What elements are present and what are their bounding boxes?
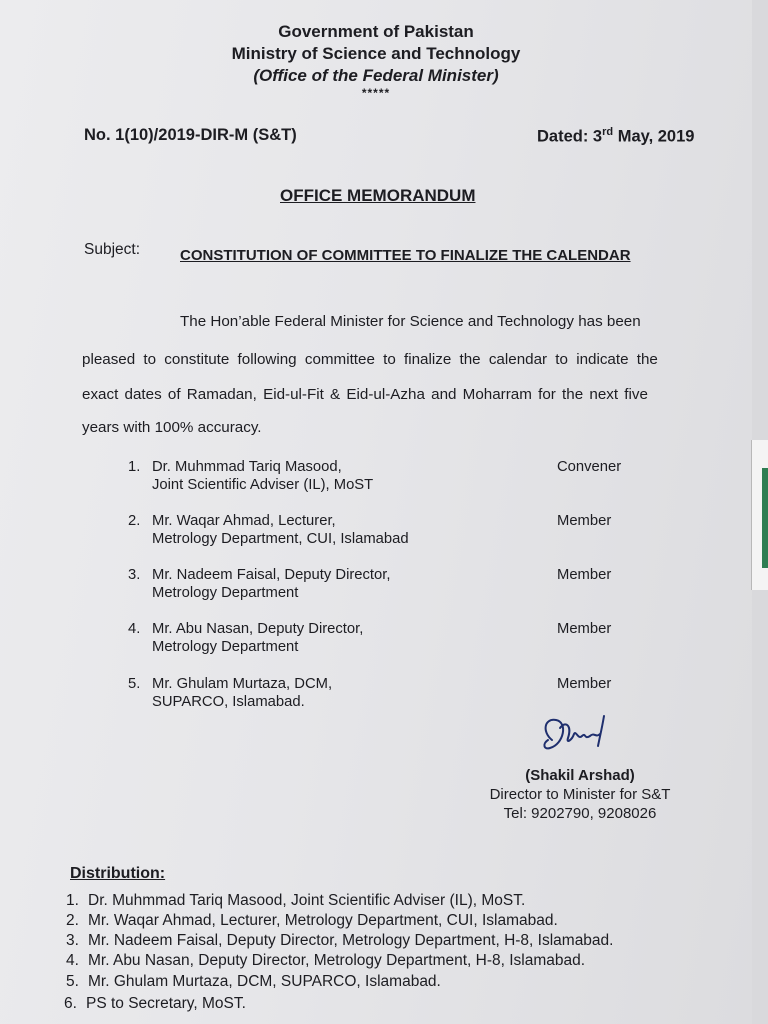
- date-prefix: Dated: 3: [537, 127, 603, 146]
- member-line1: Mr. Waqar Ahmad, Lecturer,: [152, 513, 336, 529]
- signatory-title: Director to Minister for S&T: [489, 786, 671, 803]
- member-name: [128, 512, 409, 530]
- distribution-text: Mr. Waqar Ahmad, Lecturer, Metrology Department, CUI, Islamabad.: [88, 912, 558, 929]
- distribution-text: Mr. Ghulam Murtaza, DCM, SUPARCO, Islamabad.: [88, 973, 441, 990]
- memo-title: OFFICE MEMORANDUM: [280, 186, 476, 205]
- memo-date: [537, 126, 694, 147]
- signatory-name: (Shakil Arshad): [525, 767, 635, 784]
- member-number: 4.: [128, 621, 141, 637]
- distribution-text: PS to Secretary, MoST.: [86, 995, 246, 1012]
- member-line2: Metrology Department: [152, 639, 299, 655]
- distribution-item: [66, 912, 558, 930]
- signature-icon: [538, 710, 618, 768]
- member-number: 1.: [128, 459, 141, 475]
- distribution-number: 2.: [66, 912, 79, 929]
- green-margin-mark: [762, 468, 768, 568]
- subject-label: Subject:: [84, 241, 141, 258]
- member-line1: Dr. Muhmmad Tariq Masood,: [152, 459, 342, 475]
- distribution-item: [66, 932, 613, 950]
- member-name: [128, 458, 373, 476]
- date-superscript: rd: [602, 126, 614, 138]
- distribution-text: Dr. Muhmmad Tariq Masood, Joint Scientific Adviser (IL), MoST.: [88, 892, 526, 909]
- header-office: (Office of the Federal Minister): [253, 66, 499, 85]
- member-number: 5.: [128, 676, 141, 692]
- reference-number: No. 1(10)/2019-DIR-M (S&T): [84, 126, 297, 144]
- committee-member: [128, 675, 332, 711]
- member-role: Convener: [557, 459, 622, 475]
- member-role: Member: [557, 567, 612, 583]
- member-role: Member: [557, 513, 612, 529]
- distribution-item: [66, 973, 441, 991]
- member-line1: Mr. Abu Nasan, Deputy Director,: [152, 621, 364, 637]
- committee-member: [128, 458, 373, 494]
- member-name: [128, 675, 332, 693]
- member-line1: Mr. Ghulam Murtaza, DCM,: [152, 676, 333, 692]
- member-role: Member: [557, 676, 612, 692]
- header-ministry: Ministry of Science and Technology: [231, 44, 521, 63]
- member-role: Member: [557, 621, 612, 637]
- member-line2: Metrology Department: [152, 585, 299, 601]
- header-stars: *****: [361, 86, 391, 100]
- distribution-number: 3.: [66, 932, 79, 949]
- distribution-item: [64, 995, 246, 1013]
- member-number: 3.: [128, 567, 141, 583]
- distribution-number: 1.: [66, 892, 79, 909]
- member-name: [128, 620, 363, 638]
- date-suffix: May, 2019: [613, 127, 695, 146]
- body-line: years with 100% accuracy.: [82, 419, 262, 436]
- member-line2: SUPARCO, Islamabad.: [152, 694, 305, 710]
- signatory-phone: Tel: 9202790, 9208026: [503, 805, 657, 822]
- body-line: exact dates of Ramadan, Eid-ul-Fit & Eid-ul-Azha and Moharram for the next five: [82, 386, 648, 403]
- distribution-heading: Distribution:: [70, 865, 166, 882]
- distribution-number: 4.: [66, 952, 79, 969]
- member-line1: Mr. Nadeem Faisal, Deputy Director,: [152, 567, 391, 583]
- body-line: The Hon’able Federal Minister for Science and Technology has been: [180, 313, 641, 330]
- member-name: [128, 566, 390, 584]
- committee-member: [128, 566, 390, 602]
- header-government: Government of Pakistan: [278, 22, 474, 41]
- distribution-item: [66, 952, 585, 970]
- member-line2: Metrology Department, CUI, Islamabad: [152, 531, 409, 547]
- body-line: pleased to constitute following committee to finalize the calendar to indicate the: [82, 351, 658, 368]
- member-line2: Joint Scientific Adviser (IL), MoST: [152, 477, 374, 493]
- distribution-text: Mr. Abu Nasan, Deputy Director, Metrology Department, H-8, Islamabad.: [88, 952, 586, 969]
- distribution-text: Mr. Nadeem Faisal, Deputy Director, Metrology Department, H-8, Islamabad.: [88, 932, 614, 949]
- distribution-number: 6.: [64, 995, 77, 1012]
- distribution-item: [66, 892, 525, 910]
- distribution-number: 5.: [66, 973, 79, 990]
- member-number: 2.: [128, 513, 141, 529]
- committee-member: [128, 620, 363, 656]
- subject-text: CONSTITUTION OF COMMITTEE TO FINALIZE THE CALENDAR: [180, 247, 631, 264]
- committee-member: [128, 512, 409, 548]
